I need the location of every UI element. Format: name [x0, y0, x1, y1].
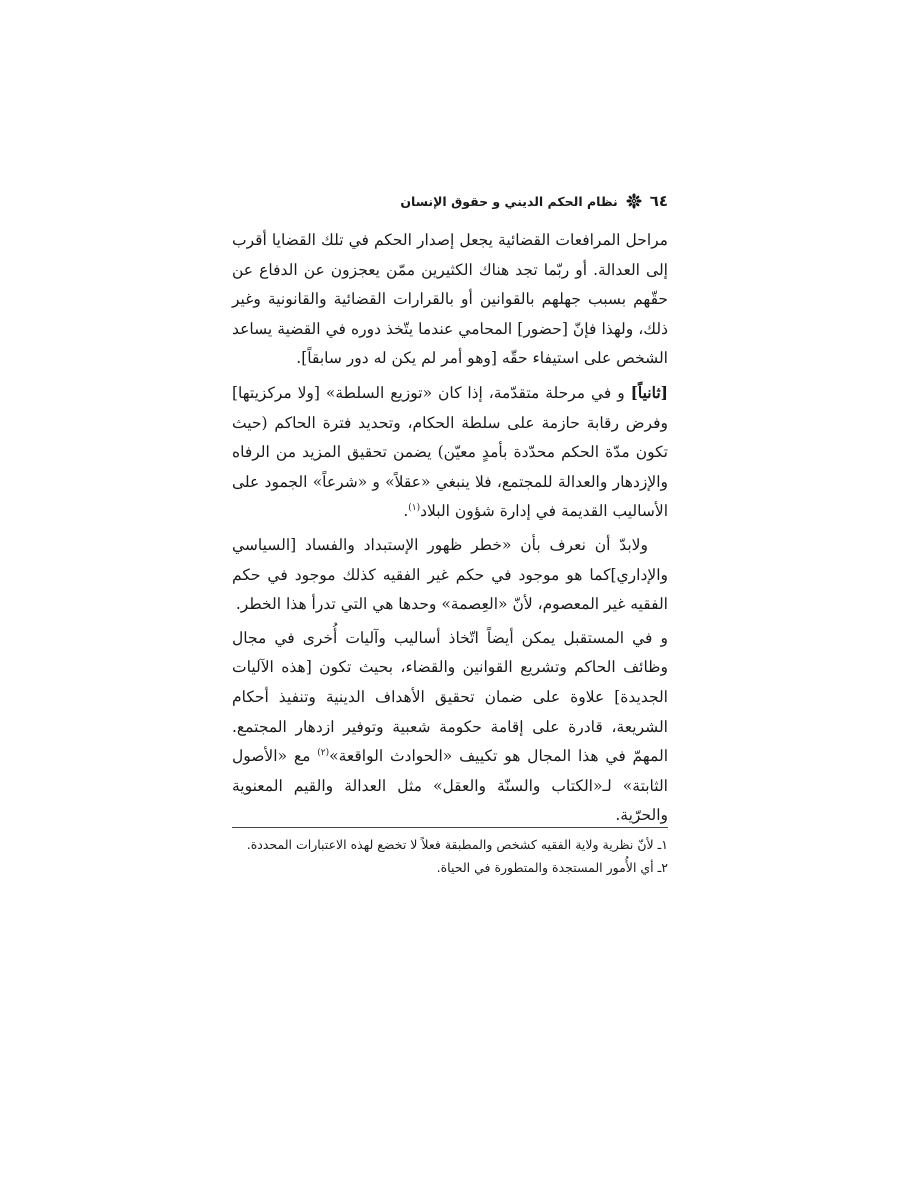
footnote-divider: [232, 827, 668, 828]
paragraph-text: مراحل المرافعات القضائية يجعل إصدار الحكم في تلك القضايا أقرب إلى العدالة. أو ربّما تجد هناك الكثيرين ممّن يعجزون عن الدفاع عن حقّهم بسبب جهلهم بالقوانين أو بالقرارات القضائية والقانونية وغير ذلك، ولهذا فإنّ [حضور] المحامي عندما يتّخذ دوره في القضية يساعد الشخص على استيفاء حقّه [وهو أمر لم يكن له دور سابقاً].: [232, 231, 668, 368]
book-title: نظام الحكم الديني و حقوق الإنسان: [400, 193, 618, 209]
paragraph-text: و في مرحلة متقدّمة، إذا كان «توزيع السلطة» [ولا مركزيتها] وفرض رقابة حازمة على سلطة الحكام، وتحديد فترة الحاكم (حيث تكون مدّة الحكم محدّدة بأمدٍ معيّن) يضمن تحقيق المزيد من الرفاه والإزدهار والعدالة للمجتمع، فلا ينبغي «عقلاً» و «شرعاً» الجمود على الأساليب القديمة في إدارة شؤون البلاد: [232, 383, 668, 521]
page-number: ٦٤: [649, 192, 668, 210]
body-text: [232, 226, 668, 831]
paragraph-tail: .: [403, 502, 409, 521]
section-lead: [ثانياً]: [630, 382, 668, 402]
flower-ornament-icon: [626, 193, 642, 209]
running-head: [232, 188, 668, 214]
footnote-1: ١ـ لأنّ نظرية ولاية الفقيه كشخص والمطبقة فعلاً لا تخضع لهذه الاعتبارات المحددة.: [246, 837, 668, 852]
footnote-ref-2: (٢): [317, 747, 330, 758]
paragraph-2: [232, 378, 668, 527]
footnotes: [232, 833, 668, 879]
paragraph-3: [232, 531, 668, 620]
paragraph-tail: مع «الأصول الثابتة» لـ«الكتاب والسنّة والعقل» مثل العدالة والقيم المعنوية والحرّية.: [232, 747, 668, 825]
footnote-2: ٢ـ أي الأُمور المستجدة والمتطورة في الحياة.: [436, 860, 668, 875]
paragraph-4: [232, 624, 668, 831]
paragraph-1: [232, 226, 668, 374]
paragraph-text: ولابدّ أن نعرف بأن «خطر ظهور الإستبداد والفساد [السياسي والإداري]كما هو موجود في حكم غير الفقيه كذلك موجود في حكم الفقيه غير المعصوم، لأنّ «العِصمة» وحدها هي التي تدرأ هذا الخطر.: [232, 535, 668, 614]
paragraph-text: و في المستقبل يمكن أيضاً اتّخاذ أساليب وآليات أُخرى في مجال وظائف الحاكم وتشريع القوانين والقضاء، بحيث تكون [هذه الآليات الجديدة] علاوة على ضمان تحقيق الأهداف الدينية وتنفيذ أحكام الشريعة، قادرة على إقامة حكومة شعبية وتوفير ازدهار المجتمع. المهمّ في هذا المجال هو تكييف «الحوادث الواقعة»: [232, 628, 669, 766]
footnote-ref-1: (١): [408, 503, 421, 514]
